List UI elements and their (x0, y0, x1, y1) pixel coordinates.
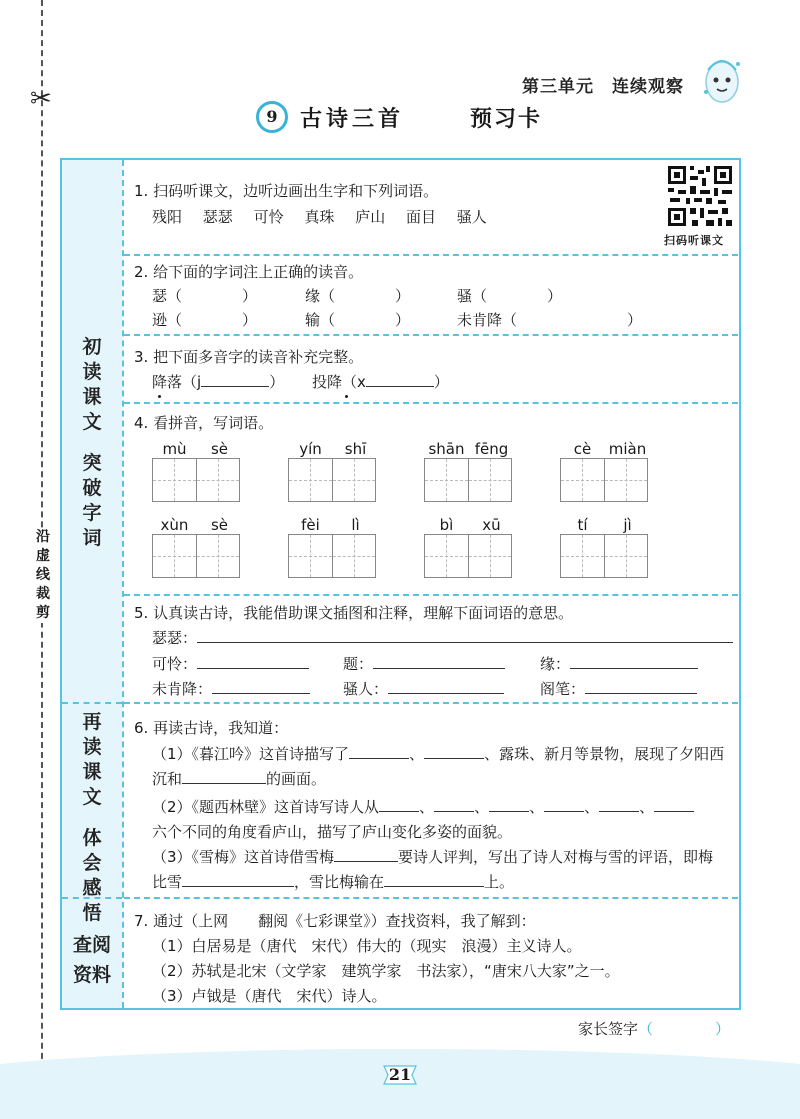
writing-grid[interactable] (152, 458, 240, 502)
q1-words (152, 206, 487, 228)
q6-line: （2）《题西林壁》这首诗写诗人从 、 、 、 、 、 (152, 796, 694, 818)
pinyin-word: yín shī (288, 440, 378, 502)
word: 可怜 (253, 208, 284, 226)
writing-grid[interactable] (560, 458, 648, 502)
q2-prompt: 2. 给下面的字词注上正确的读音。 (134, 263, 364, 281)
q7-line: （1）白居易是（唐代 宋代）伟大的（现实 浪漫）主义诗人。 (152, 937, 582, 955)
cut-label: 沿虚线裁剪 (36, 529, 50, 621)
sidebar-section-preread: 初 读 课 文 突 破 字 词 (82, 336, 102, 549)
q5-term: 未肯降： (152, 678, 310, 700)
q7-prompt: 7. 通过（上网 翻阅《七彩课堂》）查找资料，我了解到： (134, 912, 536, 930)
q2-item: 输（ ） (305, 311, 411, 329)
card-title: 预习卡 (470, 107, 543, 132)
q6-line: （3）《雪梅》这首诗借雪梅 要诗人评判，写出了诗人对梅与雪的评语，即梅 (152, 848, 714, 866)
q3-item-b: 投降（x ） (312, 373, 449, 391)
q5-term: 瑟瑟： (152, 627, 733, 649)
answer-line[interactable] (585, 679, 697, 694)
q2-item: 缘（ ） (305, 287, 411, 305)
divider (124, 402, 738, 404)
writing-grid[interactable] (288, 534, 376, 578)
lesson-number: 9 (256, 101, 288, 133)
q2-item: 瑟（ ） (152, 287, 258, 305)
unit-label: 第三单元 连续观察 (522, 77, 684, 97)
lesson-title: 古诗三首 (300, 106, 405, 132)
answer-line[interactable] (197, 628, 733, 643)
mascot-icon (700, 52, 744, 108)
writing-grid[interactable] (560, 534, 648, 578)
divider (124, 254, 738, 256)
divider (124, 702, 738, 704)
q5-term: 题： (343, 653, 505, 675)
qr-caption: 扫码听课文 (664, 234, 724, 247)
scissors-icon: ✂ (30, 84, 52, 114)
q5-term: 缘： (540, 653, 698, 675)
page-number: 21 (388, 1065, 412, 1084)
q5-term: 骚人： (343, 678, 504, 700)
pinyin-word: xùn sè (152, 516, 242, 578)
divider (124, 897, 738, 899)
writing-grid[interactable] (152, 534, 240, 578)
answer-line[interactable] (197, 654, 309, 669)
pinyin-word: mù sè (152, 440, 242, 502)
q2-item: 逊（ ） (152, 311, 258, 329)
pinyin-word: tí jì (560, 516, 650, 578)
q5-prompt: 5. 认真读古诗，我能借助课文插图和注释，理解下面词语的意思。 (134, 604, 574, 622)
writing-grid[interactable] (424, 458, 512, 502)
pinyin-word: bì xū (424, 516, 514, 578)
sidebar-divider (122, 160, 124, 1008)
word: 瑟瑟 (202, 208, 233, 226)
parent-signature[interactable]: 家长签字（ ） (578, 1020, 731, 1038)
q7-line: （2）苏轼是北宋（文学家 建筑学家 书法家），“唐宋八大家”之一。 (152, 962, 620, 980)
q7-line: （3）卢钺是（唐代 宋代）诗人。 (152, 987, 387, 1005)
q6-line: 沉和 的画面。 (152, 770, 327, 788)
qr-code-icon[interactable] (666, 164, 734, 228)
q3-prompt: 3. 把下面多音字的读音补充完整。 (134, 348, 364, 366)
q6-line: 六个不同的角度看庐山，描写了庐山变化多姿的面貌。 (152, 823, 513, 841)
divider (124, 594, 738, 596)
writing-grid[interactable] (288, 458, 376, 502)
answer-line[interactable] (570, 654, 698, 669)
pinyin-word: shān fēng (424, 440, 514, 502)
writing-grid[interactable] (424, 534, 512, 578)
answer-line[interactable] (388, 679, 504, 694)
word: 骚人 (456, 208, 487, 226)
word: 真珠 (304, 208, 335, 226)
word: 残阳 (152, 208, 183, 226)
q4-prompt: 4. 看拼音，写词语。 (134, 414, 274, 432)
q3-item-a: 降落（j ） (152, 373, 285, 391)
pinyin-word: cè miàn (560, 440, 650, 502)
q5-term: 阁笔： (540, 678, 697, 700)
pinyin-word: fèi lì (288, 516, 378, 578)
q5-term: 可怜： (152, 653, 309, 675)
q6-line: （1）《暮江吟》这首诗描写了 、 、露珠、新月等景物，展现了夕阳西 (152, 745, 725, 763)
sidebar-section-research: 查阅 资料 (72, 934, 111, 986)
divider (124, 334, 738, 336)
q2-item: 骚（ ） (457, 287, 563, 305)
q2-item: 未肯降（ ） (457, 311, 643, 329)
word: 面目 (405, 208, 436, 226)
sidebar-section-divider (62, 702, 122, 704)
answer-line[interactable] (373, 654, 505, 669)
sidebar-section-reread: 再 读 课 文 体 会 感 悟 (82, 711, 102, 924)
answer-line[interactable] (212, 679, 310, 694)
word: 庐山 (355, 208, 386, 226)
q1-prompt: 1. 扫码听课文，边听边画出生字和下列词语。 (134, 182, 439, 200)
q6-prompt: 6. 再读古诗，我知道： (134, 719, 289, 737)
q6-line: 比雪 ，雪比梅输在 上。 (152, 873, 515, 891)
